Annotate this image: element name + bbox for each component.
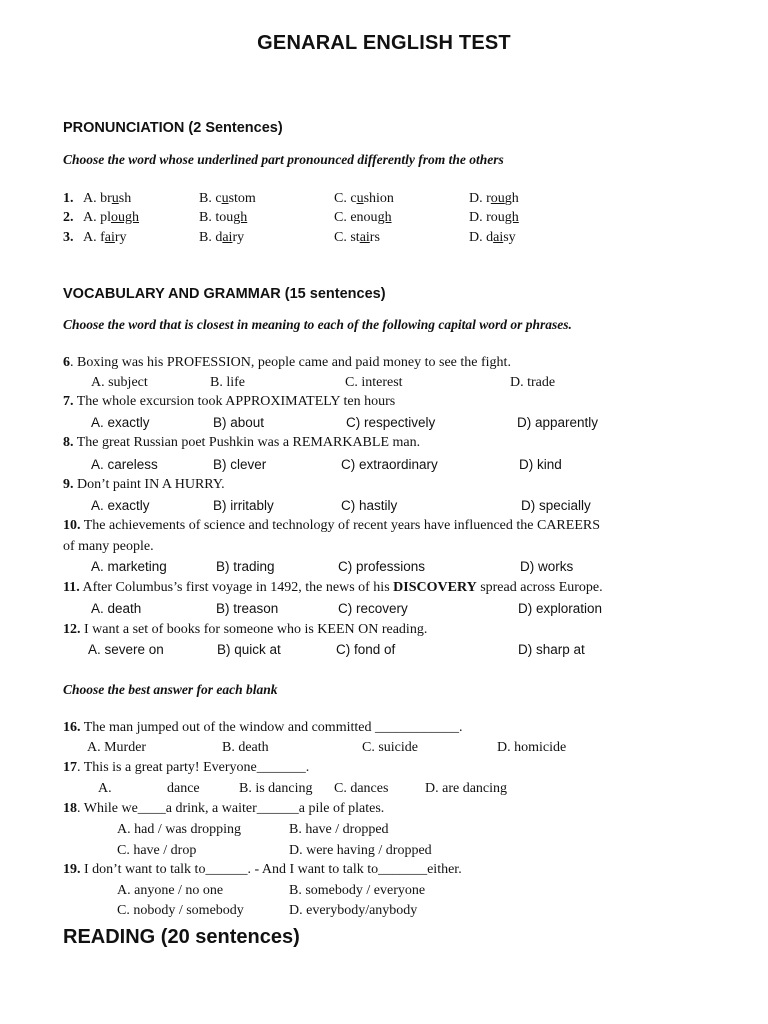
vocab-question: 7. The whole excursion took APPROXIMATELY ten hours	[63, 394, 396, 409]
vocab-option: A. severe on	[88, 642, 164, 657]
pron-option: B. dairy	[199, 230, 245, 245]
vocab-option: C. interest	[345, 375, 403, 390]
q19-option-b: B. somebody / everyone	[289, 883, 426, 898]
vocab-option: C) recovery	[338, 601, 408, 616]
q17-option-c: C. dances	[334, 781, 389, 796]
vocab-option: B) quick at	[217, 642, 281, 657]
vocab-option: A. marketing	[91, 559, 167, 574]
question-16: 16. The man jumped out of the window and committed ____________.	[63, 720, 463, 735]
vocab-option: B) about	[213, 415, 265, 430]
q17-option-a-word: dance	[167, 781, 200, 796]
pron-option: A. plough	[83, 210, 139, 225]
q19-option-a: A. anyone / no one	[117, 883, 224, 898]
vocab-option: B) trading	[216, 559, 275, 574]
q18-option-d: D. were having / dropped	[289, 843, 432, 858]
vocab-option: D) exploration	[518, 601, 603, 616]
vocab-question: 10. The achievements of science and technology of recent years have influenced the CAREERS	[63, 518, 600, 533]
q17-option-d: D. are dancing	[425, 781, 508, 796]
pron-option: D. rough	[469, 210, 519, 225]
q17-option-a-letter: A.	[98, 781, 112, 796]
vocab-option: D) works	[520, 559, 574, 574]
pron-question-number: 2.	[63, 210, 74, 225]
vocab-option: A. subject	[91, 375, 148, 390]
vocab-instruction: Choose the word that is closest in meaning to each of the following capital word or phrases.	[63, 317, 572, 332]
pron-option: D. daisy	[469, 230, 516, 245]
q16-option-c: C. suicide	[362, 740, 418, 755]
q19-option-d: D. everybody/anybody	[289, 903, 418, 918]
vocab-question: 11. After Columbus’s first voyage in 1492, the news of his DISCOVERY spread across Europe.	[63, 580, 603, 595]
underlined-part: gh	[233, 210, 248, 225]
vocab-option: D) sharp at	[518, 642, 585, 657]
vocab-option: B. life	[210, 375, 245, 390]
vocab-option: C) fond of	[336, 642, 396, 657]
question-18: 18. While we____a drink, a waiter______a pile of plates.	[63, 801, 385, 816]
pron-option: C. cushion	[334, 191, 394, 206]
underlined-part: ou	[490, 191, 505, 206]
pron-question-number: 3.	[63, 230, 74, 245]
underlined-part: ai	[222, 230, 233, 245]
vocab-option: B) clever	[213, 457, 267, 472]
question-17: 17. This is a great party! Everyone_______.	[63, 760, 310, 775]
vocab-option: C) professions	[338, 559, 426, 574]
vocab-option: A. careless	[91, 457, 158, 472]
vocab-question: 6. Boxing was his PROFESSION, people came and paid money to see the fight.	[63, 355, 511, 370]
vocab-option: B) treason	[216, 601, 279, 616]
vocab-heading: VOCABULARY AND GRAMMAR (15 sentences)	[63, 286, 386, 302]
underlined-part: u	[111, 191, 119, 206]
q18-option-c: C. have / drop	[117, 843, 197, 858]
reading-heading: READING (20 sentences)	[63, 926, 300, 948]
vocab-option: D. trade	[510, 375, 556, 390]
underlined-part: gh	[377, 210, 392, 225]
vocab-option: C) respectively	[346, 415, 436, 430]
underlined-part: u	[221, 191, 229, 206]
q17-option-b: B. is dancing	[239, 781, 313, 796]
vocab-question: 9. Don’t paint IN A HURRY.	[63, 477, 225, 492]
q19-option-c: C. nobody / somebody	[117, 903, 244, 918]
vocab-option: A. exactly	[91, 498, 150, 513]
q18-option-a: A. had / was dropping	[117, 822, 242, 837]
pron-option: B. tough	[199, 210, 248, 225]
q16-option-b: B. death	[222, 740, 269, 755]
grammar-instruction: Choose the best answer for each blank	[63, 682, 278, 697]
pron-option: C. enough	[334, 210, 392, 225]
underlined-part: u	[356, 191, 364, 206]
pron-option: C. stairs	[334, 230, 380, 245]
vocab-question-continued: of many people.	[63, 539, 154, 554]
pron-question-number: 1.	[63, 191, 74, 206]
pron-option: A. fairy	[83, 230, 127, 245]
vocab-option: A. exactly	[91, 415, 150, 430]
pron-option: D. rough	[469, 191, 519, 206]
q16-option-a: A. Murder	[87, 740, 147, 755]
vocab-question: 12. I want a set of books for someone who is KEEN ON reading.	[63, 622, 428, 637]
vocab-option: D) specially	[521, 498, 591, 513]
underlined-part: ai	[493, 230, 504, 245]
vocab-option: C) hastily	[341, 498, 398, 513]
q18-option-b: B. have / dropped	[289, 822, 389, 837]
underlined-part: gh	[504, 210, 519, 225]
question-19: 19. I don’t want to talk to______. - And I want to talk to_______either.	[63, 862, 462, 877]
vocab-option: A. death	[91, 601, 142, 616]
q16-option-d: D. homicide	[497, 740, 567, 755]
vocab-option: B) irritably	[213, 498, 274, 513]
pron-option: B. custom	[199, 191, 256, 206]
pronunciation-heading: PRONUNCIATION (2 Sentences)	[63, 120, 283, 136]
pron-option: A. brush	[83, 191, 132, 206]
page-title: GENARAL ENGLISH TEST	[257, 32, 511, 54]
underlined-part: ai	[359, 230, 370, 245]
vocab-option: C) extraordinary	[341, 457, 438, 472]
vocab-option: D) kind	[519, 457, 562, 472]
underlined-part: ough	[111, 210, 139, 225]
vocab-option: D) apparently	[517, 415, 599, 430]
pronunciation-instruction: Choose the word whose underlined part pronounced differently from the others	[63, 152, 504, 167]
underlined-part: ai	[104, 230, 115, 245]
vocab-question: 8. The great Russian poet Pushkin was a REMARKABLE man.	[63, 435, 421, 450]
